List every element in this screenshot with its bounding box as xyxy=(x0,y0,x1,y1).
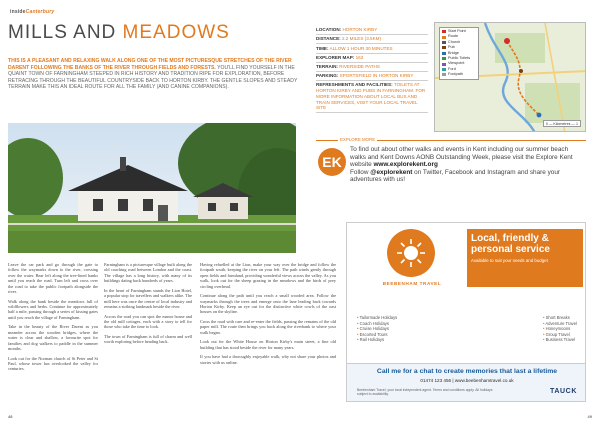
explore-handle-link[interactable]: @explorekent xyxy=(370,168,413,176)
map-legend xyxy=(439,27,479,80)
list-item: • Adventure Travel xyxy=(543,321,577,327)
explore-kent-badge: EK xyxy=(318,148,346,176)
body-column-2 xyxy=(104,262,192,349)
sunburst-icon xyxy=(396,238,426,268)
advert-service-lists xyxy=(347,315,586,343)
body-paragraph: Look out for the Norman church of St Peter and St Paul, whose tower has overlooked the valley for centuries. xyxy=(8,355,98,372)
explore-more-text xyxy=(350,146,585,184)
legend-label: Pub xyxy=(448,45,455,50)
legend-swatch xyxy=(442,52,446,55)
legend-swatch xyxy=(442,73,446,76)
explore-text-body: To find out about other walks and events in Kent including our summer beach walks and Kent Downs AONB Outstanding Week, please visit the Explore Kent website xyxy=(350,146,573,169)
info-key: REFRESHMENTS AND FACILITIES: xyxy=(316,82,393,88)
explore-url-link[interactable]: www.explorekent.org xyxy=(373,161,438,169)
info-key: PARKING: xyxy=(316,73,339,79)
list-item: • Cruise Holidays xyxy=(357,326,397,332)
legend-item xyxy=(442,72,476,77)
info-row-time xyxy=(316,44,428,53)
page-number-left: 48 xyxy=(8,414,13,419)
legend-swatch xyxy=(442,68,446,71)
body-paragraph: The town of Farningham is full of charm and well worth exploring before heading back. xyxy=(104,334,192,345)
explore-follow-rest: on Twitter, Facebook and Instagram and share your adventures with us! xyxy=(350,168,561,184)
title-part-a: MILLS AND xyxy=(8,22,123,43)
list-item: • Coach Holidays xyxy=(357,321,397,327)
legend-label: Ford xyxy=(448,66,456,71)
info-value: 2.2 MILES (3.5KM) xyxy=(341,36,382,42)
page-number-right: 49 xyxy=(587,414,592,419)
info-row-location xyxy=(316,26,428,35)
body-paragraph: Look out for the White House on Horton Kirby's main street, a fine old building that has stood beside the river for many years. xyxy=(200,339,336,350)
intro-lead: THIS IS A PLEASANT AND RELAXING WALK ALONG ONE OF THE MOST PICTURESQUE STRETCHES OF THE RIVER DARENT FOLLOWING THE BANKS OF THE RIVER THROUGH FIELDS AND FORESTS. xyxy=(8,58,292,71)
legend-label: Church xyxy=(448,39,461,44)
list-item: • Short Breaks xyxy=(543,315,577,321)
village-photo-image xyxy=(8,123,296,253)
info-row-map xyxy=(316,54,428,63)
body-paragraph: Across the road you can spot the manor house and the old mill cottages, each with a story to tell for those who take the time to look. xyxy=(104,313,192,330)
info-key: EXPLORER MAP: xyxy=(316,54,355,60)
info-key: DISTANCE: xyxy=(316,36,341,42)
map-scale: 0 — Kilometres — 1 xyxy=(543,120,581,127)
advert-list-left xyxy=(357,315,397,343)
legend-label: Start Point xyxy=(448,29,466,33)
body-paragraph: Leave the car park and go through the gate to follow the waymarks down to the river, crossing over the water. Bear left along the tree-lined banks until you reach the road. Turn left and cross over the road to take the public footpath alongside the river. xyxy=(8,262,98,295)
advert-list-right xyxy=(543,315,577,343)
body-paragraph: Walk along the bank beside the meadows full of wildflowers and herbs. Continue for approximately half a mile, passing through a series of kissing gates until you reach the village of Farningham. xyxy=(8,298,98,320)
intro-paragraph xyxy=(8,58,305,91)
info-row-refreshments xyxy=(316,81,428,113)
advert-headline-panel xyxy=(467,229,583,287)
partner-logo: TAUCK xyxy=(550,388,577,395)
advert-subline: Available to suit your needs and budget xyxy=(471,258,548,263)
body-paragraph: Take in the beauty of the River Darent as you meander across the wooden bridges, where the water is clear and shallow, a favourite spot for families and dog walkers to paddle in the summer months. xyxy=(8,324,98,352)
legend-swatch xyxy=(442,41,446,44)
body-paragraph: Farningham is a picturesque village built along the old coaching road between London and the coast. The village has a long history, with many of its buildings dating back hundreds of years. xyxy=(104,262,192,284)
magazine-brand xyxy=(10,9,54,15)
legend-label: Public Toilets xyxy=(448,56,471,61)
advert-logo xyxy=(387,229,435,277)
info-value: SPORTSFIELD IN HORTON KIRBY xyxy=(339,73,414,79)
explore-more-label: EXPLORE MORE xyxy=(340,137,376,142)
title-part-b: MEADOWS xyxy=(122,22,230,43)
explore-more-header xyxy=(316,137,586,143)
body-paragraph: Continue along the path until you reach a small wooded area. Follow the waymarks through the trees and emerge onto the lane leading back towards Horton Kirby. Keep an eye out for the distinctive white cowls of the oast houses on the skyline. xyxy=(200,293,336,315)
body-column-3 xyxy=(200,262,336,369)
info-value: RIVERSIDE PATHS xyxy=(339,63,380,69)
advert-call-to-action: Call me for a chat to create memories that last a lifetime xyxy=(376,368,558,375)
route-map xyxy=(434,22,586,132)
village-photo xyxy=(8,123,296,253)
legend-label: Route xyxy=(448,34,459,39)
info-key: TIME: xyxy=(316,45,329,51)
legend-swatch xyxy=(442,63,446,66)
list-item: • Tailormade Holidays xyxy=(357,315,397,321)
advert-headline: Local, friendly & personal service xyxy=(471,233,550,255)
legend-label: Footpath xyxy=(448,72,463,77)
info-row-terrain xyxy=(316,63,428,72)
info-key: LOCATION: xyxy=(316,27,342,33)
legend-swatch xyxy=(442,30,446,33)
list-item: • Escorted Tours xyxy=(357,332,397,338)
legend-label: Bridge xyxy=(448,50,459,55)
info-key: TERRAIN: xyxy=(316,63,338,69)
legend-swatch xyxy=(442,57,446,60)
brand-part-a: inside xyxy=(10,9,26,15)
info-value: HORTON KIRBY xyxy=(342,27,378,33)
legend-swatch xyxy=(442,36,446,39)
intro-rest: YOU'LL FIND YOURSELF IN THE QUAINT TOWN OF FARNINGHAM STEEPED IN RICH HISTORY AND TRADITION RIPE FOR EXPLORATION, BEFORE RETRACING THROUGH THE BEAUTIFUL COUNTRYSIDE BACK TO HORTON KIRBY. THE GENTLE SLOPES AND STEADY TERRAIN MAKE THIS AN IDEAL ROUTE FOR ALL THE FAMILY (AND CANINE COMPANIONS). xyxy=(8,64,298,91)
body-column-1 xyxy=(8,262,98,376)
info-row-parking xyxy=(316,72,428,81)
info-value: 162 xyxy=(355,54,364,60)
list-item: • Honeymoons xyxy=(543,326,577,332)
legend-swatch xyxy=(442,46,446,49)
info-row-distance xyxy=(316,35,428,44)
body-paragraph: Having refuelled at the Lion, make your way over the bridge and follow the footpath south, keeping the river on your left. The path winds gently through open fields and farmland, providing wonderful views across the valley. As you walk, look out for the sheep grazing in the meadows and the birds of prey circling overhead. xyxy=(200,262,336,289)
legend-label: Viewpoint xyxy=(448,61,465,66)
advert-header xyxy=(347,223,586,286)
travel-advert[interactable] xyxy=(346,222,586,402)
page-title xyxy=(8,22,230,44)
explore-follow: Follow xyxy=(350,168,371,176)
list-item: • Rail Holidays xyxy=(357,337,397,343)
brand-part-b: Canterbury xyxy=(25,9,55,15)
advert-fine-print: Beebenham Travel, your local independent agent. Terms and conditions apply. All holidays subject to availability. xyxy=(357,388,493,397)
advert-contact[interactable]: 01474 123 456 | www.beebenhamtravel.co.uk xyxy=(420,378,514,383)
walk-info-panel xyxy=(316,26,428,113)
list-item: • Group Travel xyxy=(543,332,577,338)
list-item: • Business Travel xyxy=(543,337,577,343)
info-value: ALLOW 1 HOUR 30 MINUTES xyxy=(329,45,393,51)
info-value: TOILETS AT HORTON KIRBY AND PUBS IN FARNINGHAM. FOR MORE INFORMATION ABOUT LOCAL BUS AND TRAIN SERVICES, VISIT YOUR LOCAL TRAVEL SITE xyxy=(316,82,426,111)
body-paragraph: In the heart of Farningham stands the Lion Hotel, a popular stop for travellers and walkers alike. The mill here was once the centre of local industry and remains a striking landmark beside the river. xyxy=(104,287,192,310)
advert-logo-text: BEEBENHAM TRAVEL xyxy=(382,281,442,286)
body-paragraph: Cross the road with care and re-enter the fields, passing the remains of the old paper mill. The route then brings you back along the riverbank to where your walk began. xyxy=(200,319,336,335)
advert-footer xyxy=(347,363,586,402)
body-paragraph: If you have had a thoroughly enjoyable walk, why not share your photos and stories with us online. xyxy=(200,354,336,365)
